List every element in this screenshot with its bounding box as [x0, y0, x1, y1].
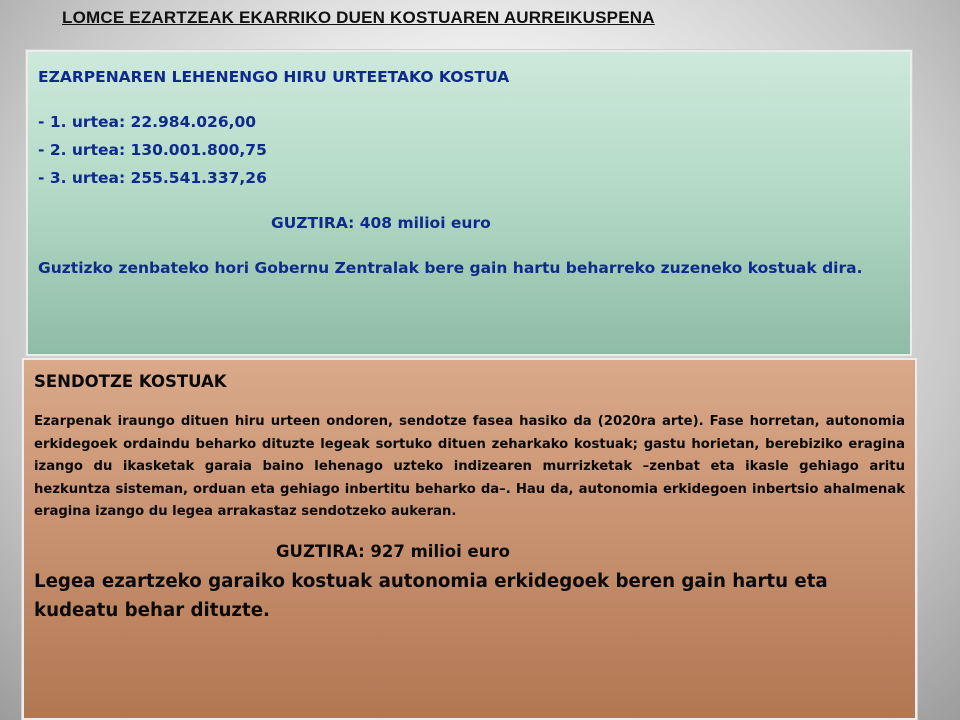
consolidation-total: GUZTIRA: 927 milioi euro	[276, 541, 510, 561]
slide-title: LOMCE EZARTZEAK EKARRIKO DUEN KOSTUAREN AURREIKUSPENA	[62, 8, 655, 27]
yearly-cost-list	[38, 108, 900, 192]
consolidation-note: Legea ezartzeko garaiko kostuak autonomia erkidegoek beren gain hartu eta kudeatu behar dituzte.	[34, 570, 828, 621]
first-phase-total: GUZTIRA: 408 milioi euro	[271, 214, 491, 232]
year-1-cost: - 1. urtea: 22.984.026,00	[38, 113, 257, 131]
first-three-years-cost-box	[26, 50, 912, 356]
first-phase-note: Guztizko zenbateko hori Gobernu Zentralak bere gain hartu beharreko zuzeneko kostuak dira.	[38, 259, 863, 277]
year-3-cost: - 3. urtea: 255.541.337,26	[38, 169, 267, 187]
consolidation-heading: SENDOTZE KOSTUAK	[34, 372, 227, 391]
consolidation-description: Ezarpenak iraungo dituen hiru urteen ondoren, sendotze fasea hasiko da (2020ra arte). Fase horretan, autonomia erkidegoek ordaindu beharko dituzte legeak sortuko dituen zeharkako kostuak; gastu horietan, berebiziko eragina izango du ikasketak garaia baino lehenago uzteko indizearen murrizketak –zenbat eta ikasle gehiago aritu hezkuntza sisteman, orduan eta gehiago inbertitu beharko da–. Hau da, autonomia erkidegoen inbertsio ahalmenak eragina izango du legea arrakastaz sendotzeko aukeran.	[34, 414, 905, 519]
consolidation-cost-box	[22, 358, 917, 720]
first-three-years-heading: EZARPENAREN LEHENENGO HIRU URTEETAKO KOSTUA	[38, 68, 510, 86]
year-2-cost: - 2. urtea: 130.001.800,75	[38, 141, 267, 159]
